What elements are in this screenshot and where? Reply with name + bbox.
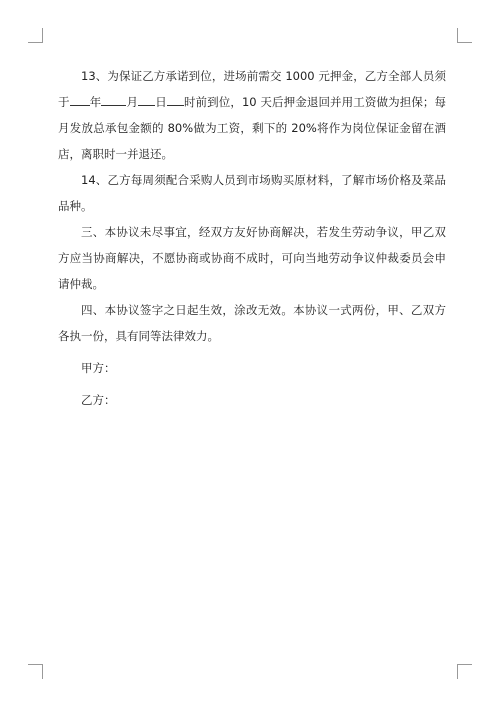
clause-3: 三、本协议未尽事宜，经双方友好协商解决，若发生劳动争议，甲乙双方应当协商解决，不愿协商或协商不成时，可向当地劳动争议仲裁委员会申请仲裁。 [58, 225, 446, 291]
crop-mark-bottom-right [457, 664, 472, 679]
blank-hour [167, 91, 184, 106]
crop-mark-bottom-left [28, 664, 43, 679]
blank-month [109, 91, 126, 106]
clause-13-text-a: 13、为保证乙方承诺到位，进场前需交 1000 元押金，乙方全部人员须于 [58, 69, 446, 109]
clause-14: 14、乙方每周须配合采购人员到市场购买原材料，了解市场价格及菜品品种。 [58, 173, 446, 213]
signature-party-a: 甲方： [81, 361, 116, 375]
clause-13-day: 日 [155, 95, 167, 109]
document-body [58, 63, 446, 413]
signature-party-b: 乙方： [81, 393, 116, 407]
blank-year [70, 91, 90, 106]
blank-day [138, 91, 155, 106]
crop-mark-top-right [457, 28, 472, 43]
clause-13-month: 月 [126, 95, 139, 109]
clause-13 [58, 63, 446, 167]
clause-13-year: 年 [89, 95, 102, 109]
crop-mark-top-left [28, 28, 43, 43]
blank-year-tail [101, 91, 109, 106]
clause-4: 四、本协议签字之日起生效，涂改无效。本协议一式两份，甲、乙双方各执一份，具有同等法律效力。 [58, 303, 446, 343]
clause-13-text-b: 时前到位，10 天后押金退回并用工资做为担保；每月发放总承包金额的 80%做为工资，剩下的 20%将作为岗位保证金留在酒店，离职时一并退还。 [58, 95, 447, 161]
